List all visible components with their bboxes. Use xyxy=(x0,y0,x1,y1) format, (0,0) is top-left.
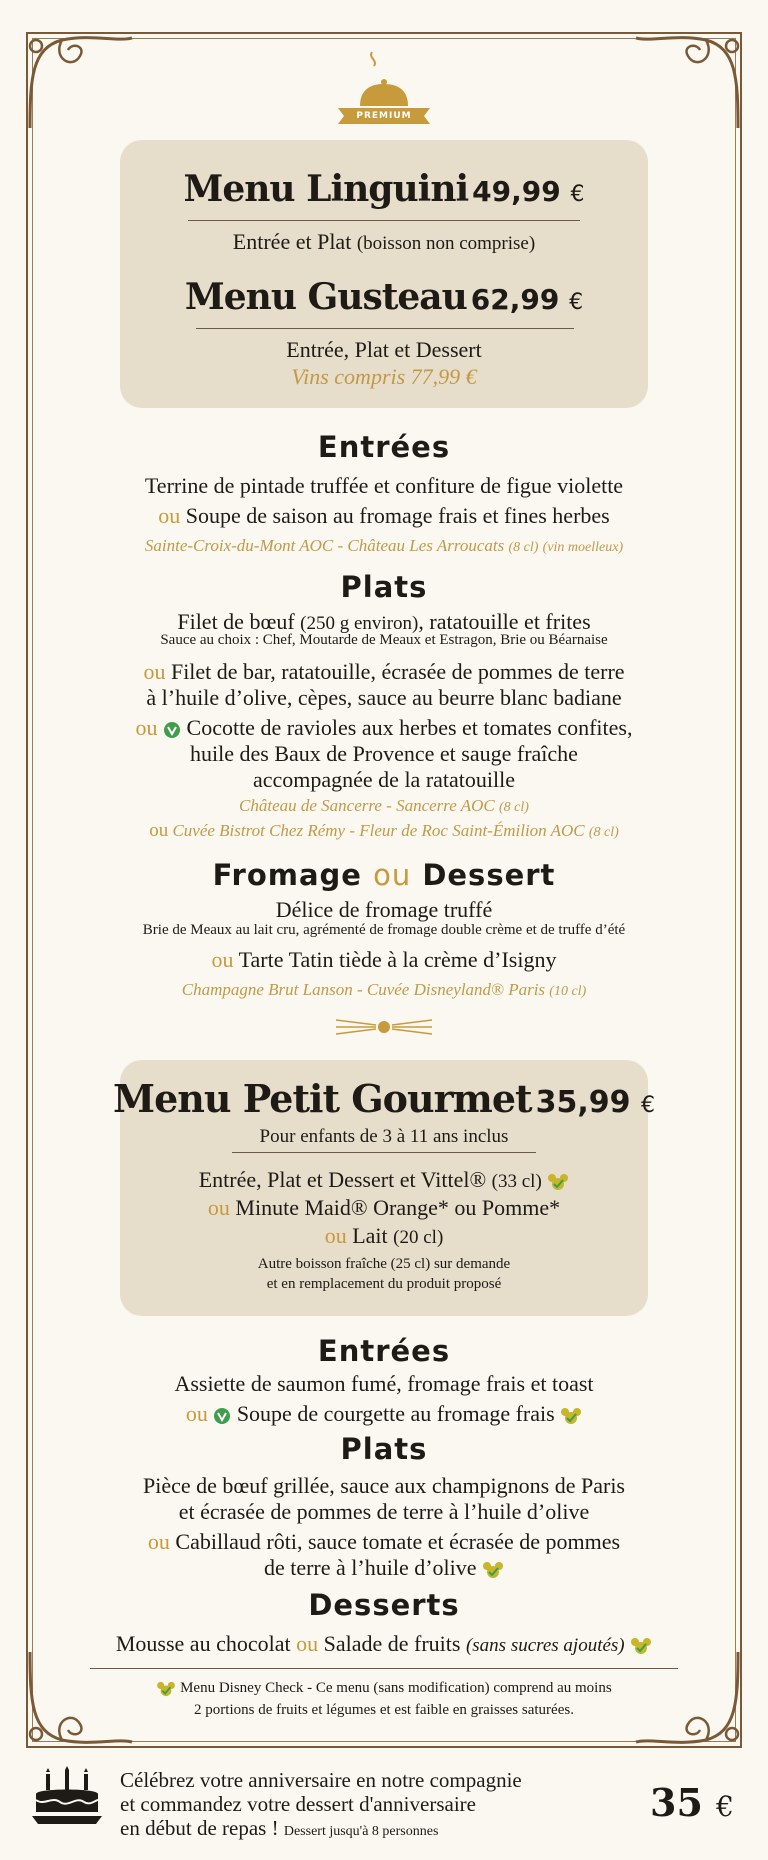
disney-check-icon xyxy=(156,1681,176,1697)
divider xyxy=(90,1668,678,1669)
birthday-line2: et commandez votre dessert d'anniversaire xyxy=(120,1792,476,1816)
corner-ornament-top-left xyxy=(22,28,142,138)
disney-check-note: Menu Disney Check - Ce menu (sans modification) comprend au moins xyxy=(0,1680,768,1697)
section-title-fromage-dessert: Fromage ou Dessert xyxy=(212,858,556,892)
petit-gourmet-note1: Autre boisson fraîche (25 cl) sur demande xyxy=(257,1256,511,1272)
fromage-delice-desc: Brie de Meaux au lait cru, agrémenté de fromage double crème et de truffe d’été xyxy=(142,922,626,938)
birthday-line3: en début de repas ! Dessert jusqu'à 8 personnes xyxy=(120,1816,439,1840)
disney-check-icon xyxy=(547,1173,569,1191)
plats-wine-pairing-2: ou Cuvée Bistrot Chez Rémy - Fleur de Roc Saint-Émilion AOC (8 cl) xyxy=(149,820,619,841)
fromage-delice: Délice de fromage truffé xyxy=(275,897,493,922)
birthday-line1: Célébrez votre anniversaire en notre compagnie xyxy=(120,1768,522,1792)
kids-plat-boeuf: Pièce de bœuf grillée, sauce aux champignons de Paris xyxy=(142,1473,625,1498)
vegetarian-icon xyxy=(213,1407,231,1425)
plats-wine-pairing-1: Château de Sancerre - Sancerre AOC (8 cl) xyxy=(239,796,529,815)
section-title-kids-desserts: Desserts xyxy=(308,1588,460,1622)
premium-badge xyxy=(334,48,434,128)
plat-filet-bar-line2: à l’huile d’olive, cèpes, sauce au beurre blanc badiane xyxy=(146,685,622,710)
entrees-wine-pairing: Sainte-Croix-du-Mont AOC - Château Les Arroucats (8 cl) (vin moelleux) xyxy=(144,536,624,555)
menu-linguini-name: Menu Linguini xyxy=(183,168,469,210)
fromage-wine-pairing: Champagne Brut Lanson - Cuvée Disneyland® Paris (10 cl) xyxy=(181,980,587,999)
birthday-message xyxy=(120,1768,640,1844)
plat-filet-bar: ou Filet de bar, ratatouille, écrasée de pommes de terre xyxy=(143,659,625,684)
kids-plat-boeuf-line2: et écrasée de pommes de terre à l’huile d’olive xyxy=(178,1499,590,1524)
menu-petit-gourmet-name: Menu Petit Gourmet xyxy=(113,1076,532,1121)
section-title-entrees: Entrées xyxy=(317,430,451,464)
vegetarian-icon xyxy=(163,721,181,739)
divider xyxy=(196,328,574,329)
plat-filet-boeuf-sauce: Sauce au choix : Chef, Moutarde de Meaux et Estragon, Brie ou Béarnaise xyxy=(160,632,608,648)
divider xyxy=(232,1152,536,1153)
kids-entree-soupe: ou Soupe de courgette au fromage frais xyxy=(0,1400,768,1428)
section-title-kids-entrees: Entrées xyxy=(317,1334,451,1368)
petit-gourmet-age: Pour enfants de 3 à 11 ans inclus xyxy=(259,1126,509,1147)
entree-soupe: ou Soupe de saison au fromage frais et fines herbes xyxy=(158,503,610,528)
menu-petit-gourmet-heading xyxy=(0,1076,768,1121)
birthday-cake-icon xyxy=(30,1766,104,1832)
menu-gusteau-price: 62,99 € xyxy=(470,283,584,316)
divider xyxy=(188,220,580,221)
disney-check-icon xyxy=(560,1407,582,1425)
menu-gusteau-name: Menu Gusteau xyxy=(184,276,467,318)
menu-gusteau-heading xyxy=(0,276,768,318)
premium-badge-label: PREMIUM xyxy=(356,111,412,121)
petit-gourmet-line2: ou Minute Maid® Orange* ou Pomme* xyxy=(207,1195,561,1220)
petit-gourmet-line1: Entrée, Plat et Dessert et Vittel® (33 cl) xyxy=(0,1166,768,1196)
birthday-price: 35 € xyxy=(650,1780,734,1825)
disney-check-icon xyxy=(630,1637,652,1655)
ornament-divider xyxy=(334,1012,434,1042)
plat-cocotte-ravioles: ou Cocotte de ravioles aux herbes et tomates confites, xyxy=(135,715,633,740)
kids-desserts-line: Mousse au chocolat ou Salade de fruits (sans sucres ajoutés) xyxy=(0,1630,768,1660)
plat-cocotte-line2: huile des Baux de Provence et sauge fraîche xyxy=(190,741,578,766)
menu-linguini-price: 49,99 € xyxy=(472,175,585,208)
plat-cocotte-line3: accompagnée de la ratatouille xyxy=(252,767,516,792)
section-title-kids-plats: Plats xyxy=(340,1432,428,1466)
petit-gourmet-line3: ou Lait (20 cl) xyxy=(324,1223,444,1248)
kids-entree-saumon: Assiette de saumon fumé, fromage frais et toast xyxy=(174,1371,594,1396)
petit-gourmet-note2: et en remplacement du produit proposé xyxy=(266,1276,502,1292)
entree-terrine: Terrine de pintade truffée et confiture de figue violette xyxy=(144,473,624,498)
kids-plat-cabillaud: ou Cabillaud rôti, sauce tomate et écrasée de pommes xyxy=(147,1529,621,1554)
menu-linguini-subtitle: Entrée et Plat (boisson non comprise) xyxy=(232,229,536,254)
menu-linguini-heading xyxy=(0,168,768,210)
kids-plat-cabillaud-line2: de terre à l’huile d’olive xyxy=(0,1554,768,1582)
menu-gusteau-wine-price: Vins compris 77,99 € xyxy=(291,364,477,389)
section-title-plats: Plats xyxy=(340,570,428,604)
disney-check-icon xyxy=(482,1561,504,1579)
menu-petit-gourmet-price: 35,99 € xyxy=(535,1085,655,1120)
dessert-tarte-tatin: ou Tarte Tatin tiède à la crème d’Isigny xyxy=(211,947,557,972)
disney-check-note-line2: 2 portions de fruits et légumes et est faible en graisses saturées. xyxy=(194,1702,574,1718)
corner-ornament-top-right xyxy=(626,28,746,138)
plat-filet-boeuf: Filet de bœuf (250 g environ), ratatouille et frites xyxy=(177,609,591,634)
menu-gusteau-subtitle: Entrée, Plat et Dessert xyxy=(286,337,482,362)
